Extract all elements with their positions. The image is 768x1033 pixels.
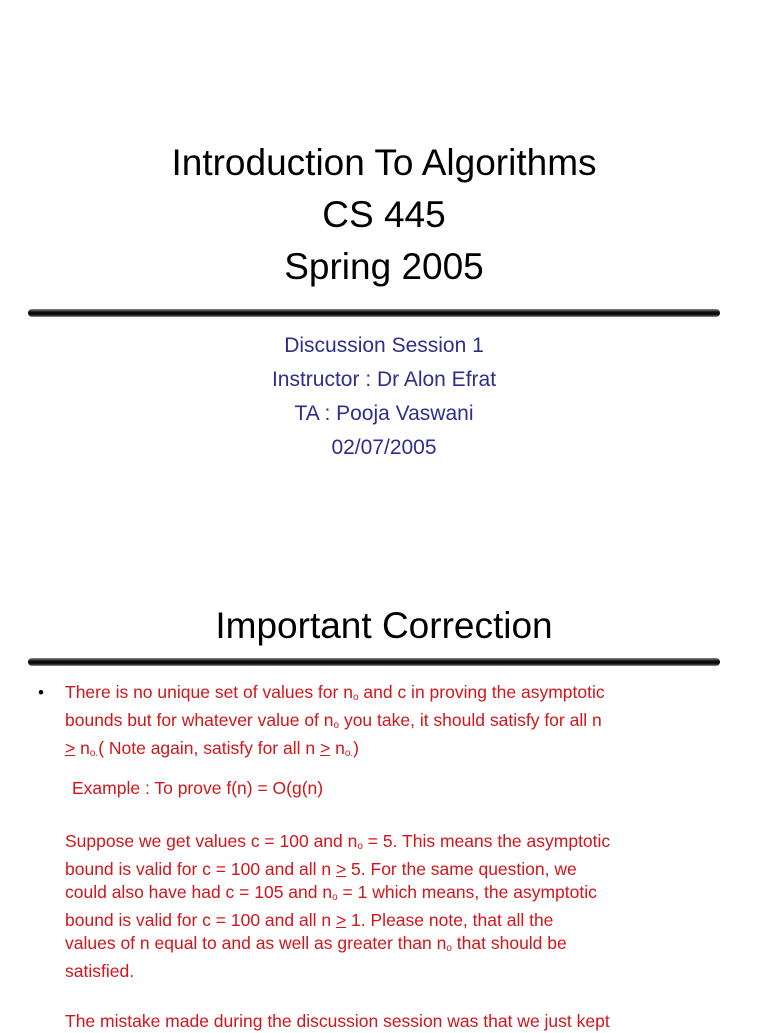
- text-run: bound is valid for c = 100 and all n: [65, 910, 336, 930]
- slide-2: [0, 545, 768, 1031]
- text-run: ): [353, 738, 359, 758]
- text-line: [65, 909, 730, 932]
- text-run: and c in proving the asymptotic: [358, 682, 605, 702]
- text-line: [65, 737, 730, 765]
- text-line: Example : To prove f(n) = O(g(n): [72, 778, 324, 798]
- text-line: [65, 858, 730, 881]
- bullet-icon: •: [38, 683, 44, 702]
- title-line: CS 445: [322, 194, 446, 235]
- text-run: n: [75, 738, 90, 758]
- example-line: [72, 777, 737, 800]
- geq-symbol: >: [335, 859, 347, 879]
- text-line: [65, 881, 730, 909]
- text-run: 1. Please note, that all the: [346, 910, 554, 930]
- text-line: [65, 709, 730, 737]
- subscript: o: [352, 692, 359, 703]
- text-run: could also have had c = 105 and n: [65, 882, 333, 902]
- slide-title: [0, 137, 768, 293]
- subtitle-line: Instructor : Dr Alon Efrat: [271, 368, 497, 391]
- geq-symbol: >: [65, 738, 76, 758]
- text-run: Suppose we get values c = 100 and n: [65, 831, 358, 851]
- subscript: o: [446, 943, 452, 954]
- text-run: n: [330, 738, 345, 758]
- text-run: values of n equal to and as well as greater than n: [65, 933, 447, 953]
- subscript: o: [357, 841, 363, 852]
- title-divider: [28, 309, 720, 317]
- subscript: o: [332, 892, 338, 903]
- subscript: o.: [89, 748, 99, 759]
- subscript: o.: [344, 748, 354, 759]
- text-run: you take, it should satisfy for all n: [339, 710, 602, 730]
- text-run: 5. For the same question, we: [346, 859, 577, 879]
- text-run: = 5. This means the asymptotic: [362, 831, 611, 851]
- title-divider: [28, 658, 720, 666]
- subscript: o: [333, 720, 340, 731]
- text-line: The mistake made during the discussion session was that we just kept: [65, 1011, 610, 1031]
- paragraph-1: [65, 681, 730, 765]
- text-run: ( Note again, satisfy for all n: [98, 738, 320, 758]
- text-line: satisfied.: [65, 961, 135, 981]
- geq-symbol: >: [335, 910, 347, 930]
- subtitle-line: 02/07/2005: [331, 436, 437, 459]
- title-line: Introduction To Algorithms: [171, 142, 597, 183]
- text-run: bound is valid for c = 100 and all n: [65, 859, 336, 879]
- text-run: There is no unique set of values for n: [65, 682, 353, 702]
- text-run: that should be: [451, 933, 567, 953]
- text-run: = 1 which means, the asymptotic: [337, 882, 597, 902]
- slide-subtitle: [0, 329, 768, 465]
- title-line: Spring 2005: [284, 246, 484, 287]
- text-run: bounds but for whatever value of n: [65, 710, 334, 730]
- text-line: [65, 830, 730, 858]
- text-line: [65, 681, 730, 709]
- subtitle-line: Discussion Session 1: [284, 334, 484, 357]
- geq-symbol: >: [319, 738, 331, 758]
- paragraph-3: [65, 1010, 730, 1033]
- subtitle-line: TA : Pooja Vaswani: [294, 402, 474, 425]
- slide-title: Important Correction: [215, 605, 553, 646]
- paragraph-2: [65, 830, 730, 983]
- text-line: [65, 932, 730, 960]
